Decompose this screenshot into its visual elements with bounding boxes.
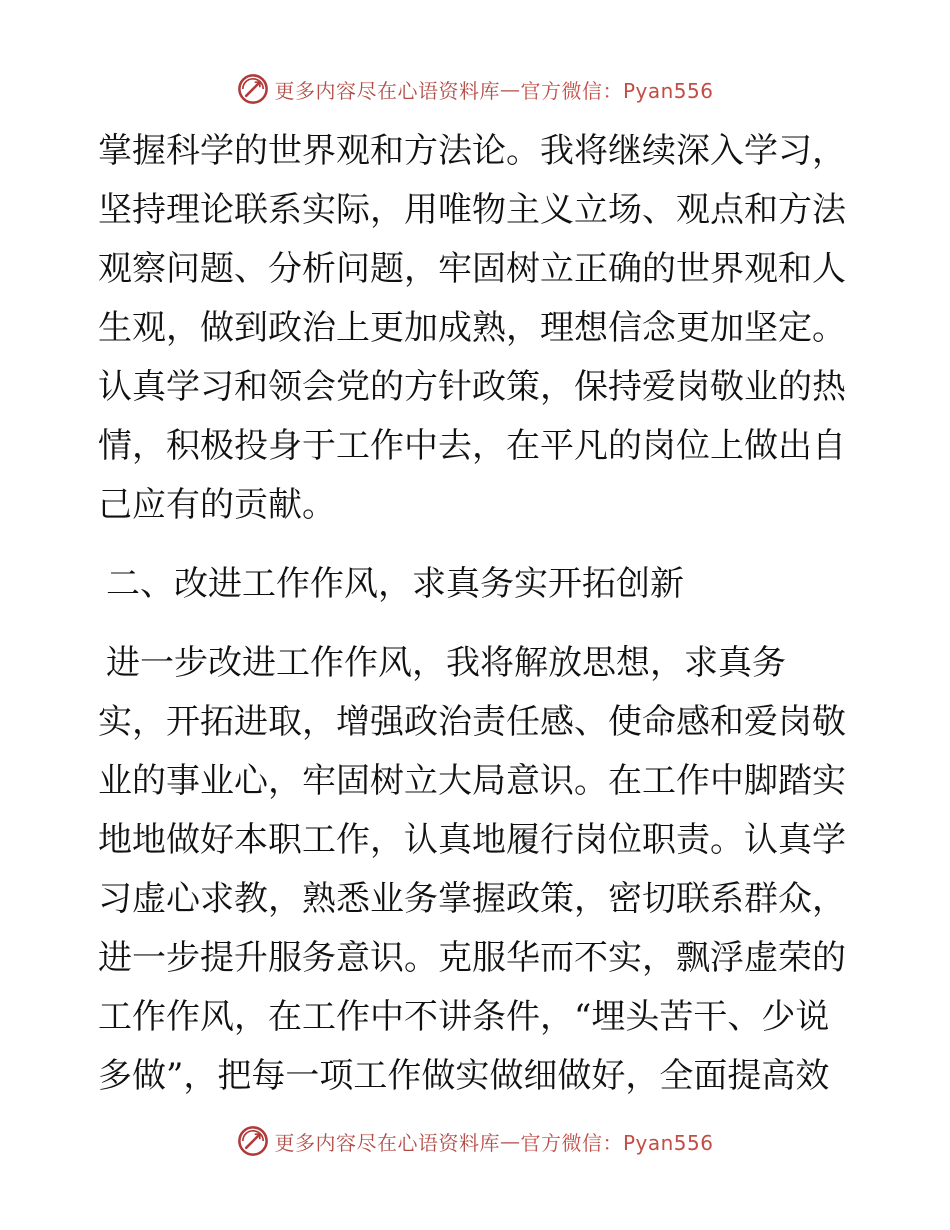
text-line: 掌握科学的世界观和方法论。我将继续深入学习， [98, 131, 846, 171]
text-line: 习虚心求教，熟悉业务掌握政策，密切联系群众， [98, 879, 846, 919]
text-line: 生观，做到政治上更加成熟，理想信念更加坚定。 [98, 308, 846, 348]
text-line: 进一步改进工作作风，我将解放思想，求真务 [106, 643, 786, 683]
text-line: 多做”，把每一项工作做实做细做好，全面提高效 [98, 1056, 830, 1096]
footer-watermark [0, 1124, 950, 1158]
text-line: 地地做好本职工作，认真地履行岗位职责。认真学 [98, 820, 846, 860]
text-line: 坚持理论联系实际，用唯物主义立场、观点和方法 [98, 190, 846, 230]
watermark-separator: — [499, 1129, 521, 1153]
seal-logo-icon [236, 1124, 270, 1158]
text-line: 业的事业心，牢固树立大局意识。在工作中脚踏实 [98, 761, 846, 801]
header-watermark [0, 72, 950, 106]
watermark-wechat: 官方微信：Pyan556 [520, 78, 714, 103]
document-body [98, 122, 858, 1106]
seal-logo-icon [236, 72, 270, 106]
text-line: 工作作风，在工作中不讲条件，“埋头苦干、少说 [98, 997, 830, 1037]
paragraph-1 [98, 122, 858, 535]
watermark-separator: — [499, 77, 521, 101]
section-heading-2: 二、改进工作作风，求真务实开拓创新 [106, 564, 684, 604]
text-line: 认真学习和领会党的方针政策，保持爱岗敬业的热 [98, 367, 846, 407]
watermark-wechat: 官方微信：Pyan556 [520, 1130, 714, 1155]
text-line: 进一步提升服务意识。克服华而不实，飘浮虚荣的 [98, 938, 846, 978]
text-line: 观察问题、分析问题，牢固树立正确的世界观和人 [98, 249, 846, 289]
text-line: 实，开拓进取，增强政治责任感、使命感和爱岗敬 [98, 702, 846, 742]
text-line: 己应有的贡献。 [98, 485, 336, 525]
watermark-text: 更多内容尽在心语资料库 [274, 78, 500, 103]
text-line: 情，积极投身于工作中去，在平凡的岗位上做出自 [98, 426, 846, 466]
paragraph-2 [98, 634, 858, 1106]
watermark-text: 更多内容尽在心语资料库 [274, 1130, 500, 1155]
